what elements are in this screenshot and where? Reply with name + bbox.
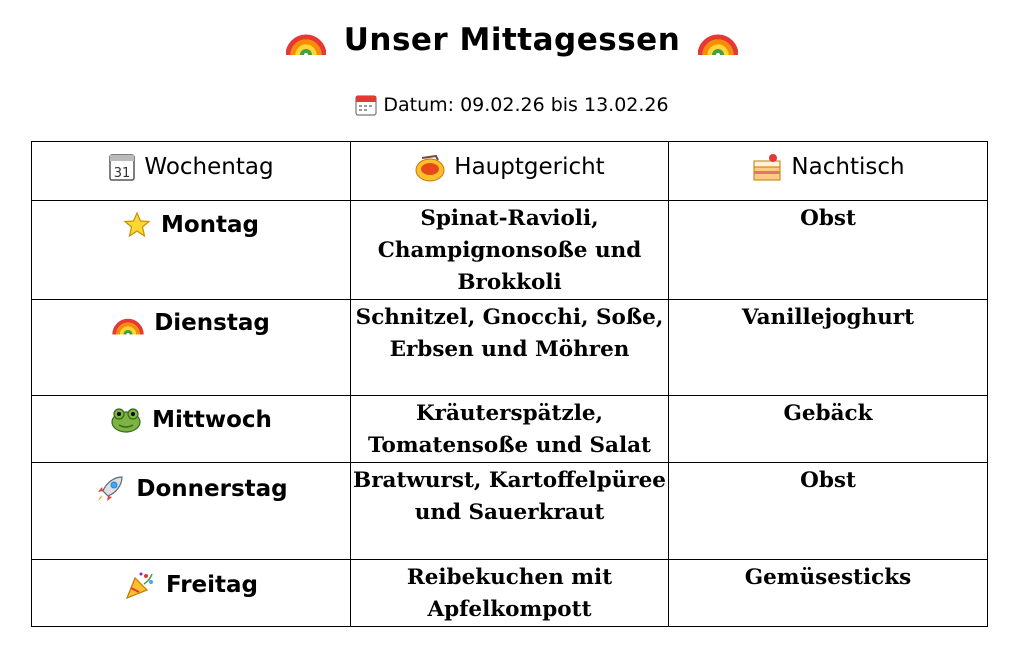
table-row bbox=[32, 201, 988, 300]
cake-icon bbox=[751, 152, 783, 182]
rainbow-icon bbox=[286, 23, 326, 57]
main-dish-cell bbox=[351, 201, 669, 300]
star-icon bbox=[123, 211, 151, 239]
dessert-text: Gebäck bbox=[783, 401, 873, 426]
frog-icon bbox=[110, 406, 142, 434]
dessert-text: Vanillejoghurt bbox=[741, 305, 915, 330]
day-label: Donnerstag bbox=[136, 476, 288, 502]
day-cell bbox=[32, 201, 351, 300]
day-cell bbox=[32, 560, 351, 627]
party-popper-icon bbox=[124, 570, 156, 600]
rocket-icon bbox=[94, 473, 126, 505]
svg-text:31: 31 bbox=[114, 166, 131, 181]
dessert-text: Obst bbox=[800, 206, 856, 231]
column-header-dessert bbox=[669, 142, 988, 201]
table-row bbox=[32, 396, 988, 463]
dessert-cell bbox=[669, 560, 988, 627]
title-text: Unser Mittagessen bbox=[343, 22, 681, 58]
day-cell bbox=[32, 396, 351, 463]
dessert-cell bbox=[669, 201, 988, 300]
main-dish-cell bbox=[351, 300, 669, 396]
column-label: Wochentag bbox=[144, 154, 274, 180]
table-header-row bbox=[32, 142, 988, 201]
food-jar-icon bbox=[414, 152, 446, 182]
column-label: Hauptgericht bbox=[454, 154, 605, 180]
column-header-day bbox=[32, 142, 351, 201]
main-dish-text: Schnitzel, Gnocchi, Soße, Erbsen und Möhren bbox=[355, 305, 664, 362]
main-dish-cell bbox=[351, 396, 669, 463]
table-row bbox=[32, 560, 988, 627]
dessert-text: Gemüsesticks bbox=[744, 565, 912, 590]
menu-table bbox=[31, 141, 988, 627]
dessert-cell bbox=[669, 396, 988, 463]
dessert-cell bbox=[669, 300, 988, 396]
day-cell bbox=[32, 463, 351, 560]
main-dish-text: Reibekuchen mit Apfelkompott bbox=[406, 565, 613, 622]
dessert-text: Obst bbox=[800, 468, 856, 493]
day-label: Montag bbox=[160, 212, 260, 238]
main-dish-text: Bratwurst, Kartoffelpüree und Sauerkraut bbox=[353, 468, 666, 525]
day-label: Dienstag bbox=[154, 310, 270, 336]
day-cell bbox=[32, 300, 351, 396]
table-row bbox=[32, 463, 988, 560]
rainbow-icon bbox=[112, 310, 144, 336]
column-header-main bbox=[351, 142, 669, 201]
main-dish-text: Spinat-Ravioli, Champignonsoße und Brokkoli bbox=[377, 206, 642, 295]
column-label: Nachtisch bbox=[791, 154, 905, 180]
page-title bbox=[0, 22, 1024, 58]
date-text: Datum: 09.02.26 bis 13.02.26 bbox=[383, 94, 669, 116]
main-dish-text: Kräuterspätzle, Tomatensoße und Salat bbox=[367, 401, 651, 458]
dessert-cell bbox=[669, 463, 988, 560]
rainbow-icon bbox=[698, 23, 738, 57]
calendar-31-icon bbox=[108, 152, 136, 182]
day-label: Freitag bbox=[165, 572, 259, 598]
date-range bbox=[0, 94, 1024, 116]
table-row bbox=[32, 300, 988, 396]
main-dish-cell bbox=[351, 463, 669, 560]
main-dish-cell bbox=[351, 560, 669, 627]
day-label: Mittwoch bbox=[152, 407, 272, 433]
calendar-icon bbox=[355, 94, 377, 116]
